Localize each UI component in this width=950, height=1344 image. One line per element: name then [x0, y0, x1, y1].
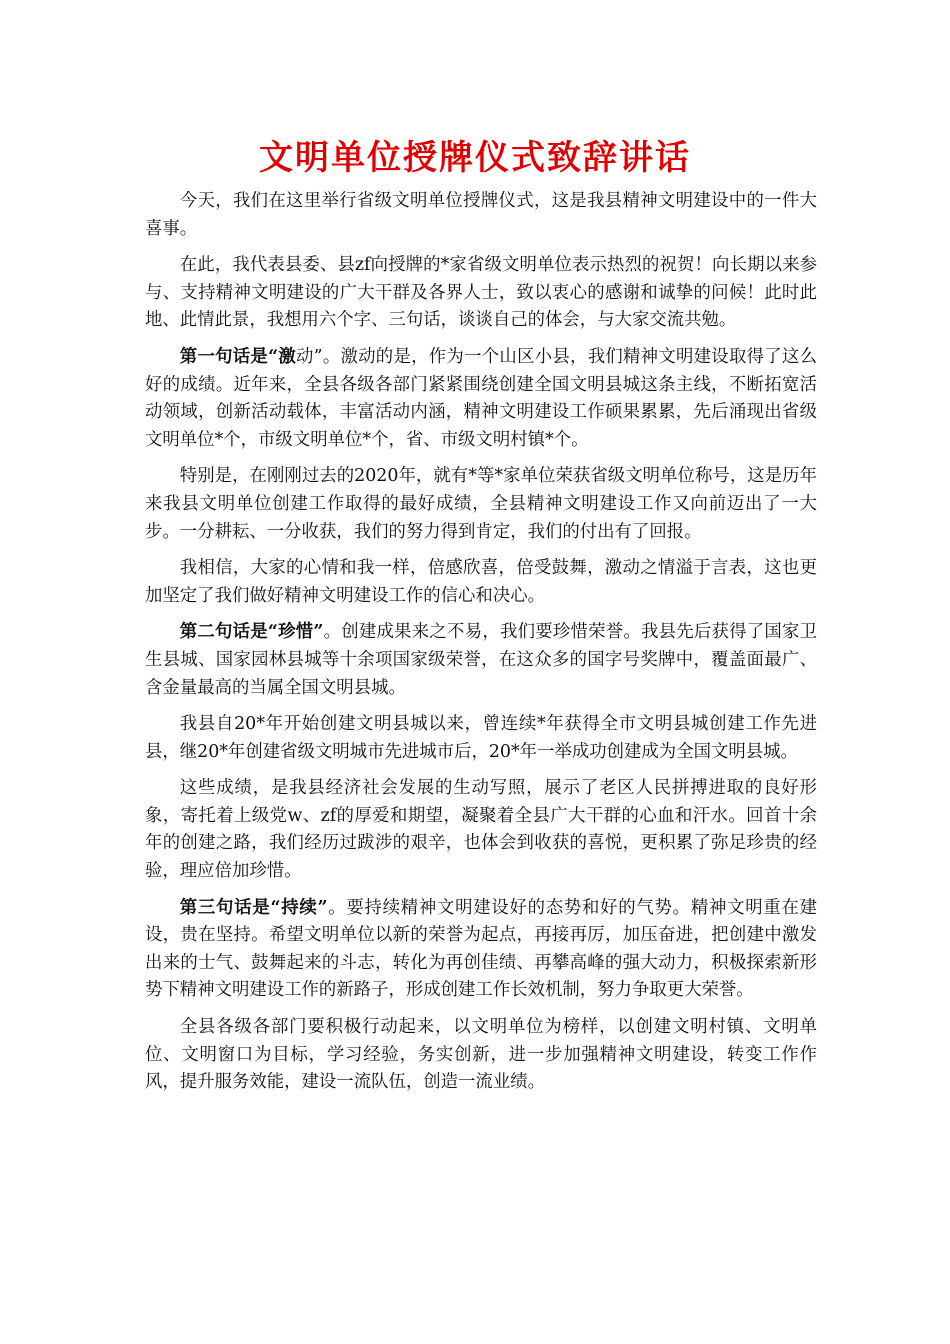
paragraph [145, 188, 817, 243]
paragraph [145, 555, 817, 610]
paragraph-lead: 第二句话是“珍惜” [179, 622, 324, 643]
document-body [145, 188, 817, 1106]
paragraph [145, 711, 817, 766]
paragraph-lead: 第一句话是“激 [179, 346, 297, 367]
paragraph-text: 特别是，在刚刚过去的2020年，就有*等*家单位荣获省级文明单位称号，这是历年来我县文明单位创建工作取得的最好成绩，全县精神文明建设工作又向前迈出了一大步。一分耕耘、一分收获，我们的努力得到肯定，我们的付出有了回报。 [145, 466, 817, 542]
paragraph-text: 我相信，大家的心情和我一样，倍感欣喜，倍受鼓舞，激动之情溢于言表，这也更加坚定了我们做好精神文明建设工作的信心和决心。 [145, 558, 817, 606]
paragraph [145, 895, 817, 1005]
paragraph-text: 。创建成果来之不易，我们要珍惜荣誉。我县先后获得了国家卫生县城、国家园林县城等十余项国家级荣誉，在这众多的国字号奖牌中，覆盖面最广、含金量最高的当属全国文明县城。 [145, 622, 817, 698]
paragraph [145, 252, 817, 335]
paragraph-text: 全县各级各部门要积极行动起来，以文明单位为榜样，以创建文明村镇、文明单位、文明窗口为目标，学习经验，务实创新，进一步加强精神文明建设，转变工作作风，提升服务效能，建设一流队伍，创造一流业绩。 [145, 1017, 817, 1093]
paragraph [145, 1014, 817, 1097]
document-title: 文明单位授牌仪式致辞讲话 [259, 138, 691, 178]
paragraph-text: 动”。激动的是，作为一个山区小县，我们精神文明建设取得了这么好的成绩。近年来，全县各级各部门紧紧围绕创建全国文明县城这条主线，不断拓宽活动领域，创新活动载体，丰富活动内涵，精神文明建设工作硕果累累，先后涌现出省级文明单位*个，市级文明单位*个，省、市级文明村镇*个。 [145, 346, 817, 450]
paragraph-lead: 第三句话是“持续” [179, 897, 328, 918]
paragraph-text: 今天，我们在这里举行省级文明单位授牌仪式，这是我县精神文明建设中的一件大喜事。 [145, 191, 817, 239]
paragraph-text: 这些成绩，是我县经济社会发展的生动写照，展示了老区人民拼搏进取的良好形象，寄托着上级党w、zf的厚爱和期望，凝聚着全县广大干群的心血和汗水。回首十余年的创建之路，我们经历过跋涉的艰辛，也体会到收获的喜悦，更积累了弥足珍贵的经验，理应倍加珍惜。 [145, 778, 817, 882]
paragraph [145, 619, 817, 702]
paragraph [145, 775, 817, 885]
paragraph-text: 。要持续精神文明建设好的态势和好的气势。精神文明重在建设，贵在坚持。希望文明单位以新的荣誉为起点，再接再厉，加压奋进，把创建中激发出来的士气、鼓舞起来的斗志，转化为再创佳绩、再攀高峰的强大动力，积极探索新形势下精神文明建设工作的新路子，形成创建工作长效机制，努力争取更大荣誉。 [145, 897, 817, 1001]
paragraph-text: 我县自20*年开始创建文明县城以来，曾连续*年获得全市文明县城创建工作先进县，继20*年创建省级文明城市先进城市后，20*年一举成功创建成为全国文明县城。 [145, 714, 817, 762]
paragraph-text: 在此，我代表县委、县zf向授牌的*家省级文明单位表示热烈的祝贺！向长期以来参与、支持精神文明建设的广大干群及各界人士，致以衷心的感谢和诚挚的问候！此时此地、此情此景，我想用六个字、三句话，谈谈自己的体会，与大家交流共勉。 [145, 255, 817, 331]
paragraph [145, 463, 817, 546]
paragraph [145, 344, 817, 454]
